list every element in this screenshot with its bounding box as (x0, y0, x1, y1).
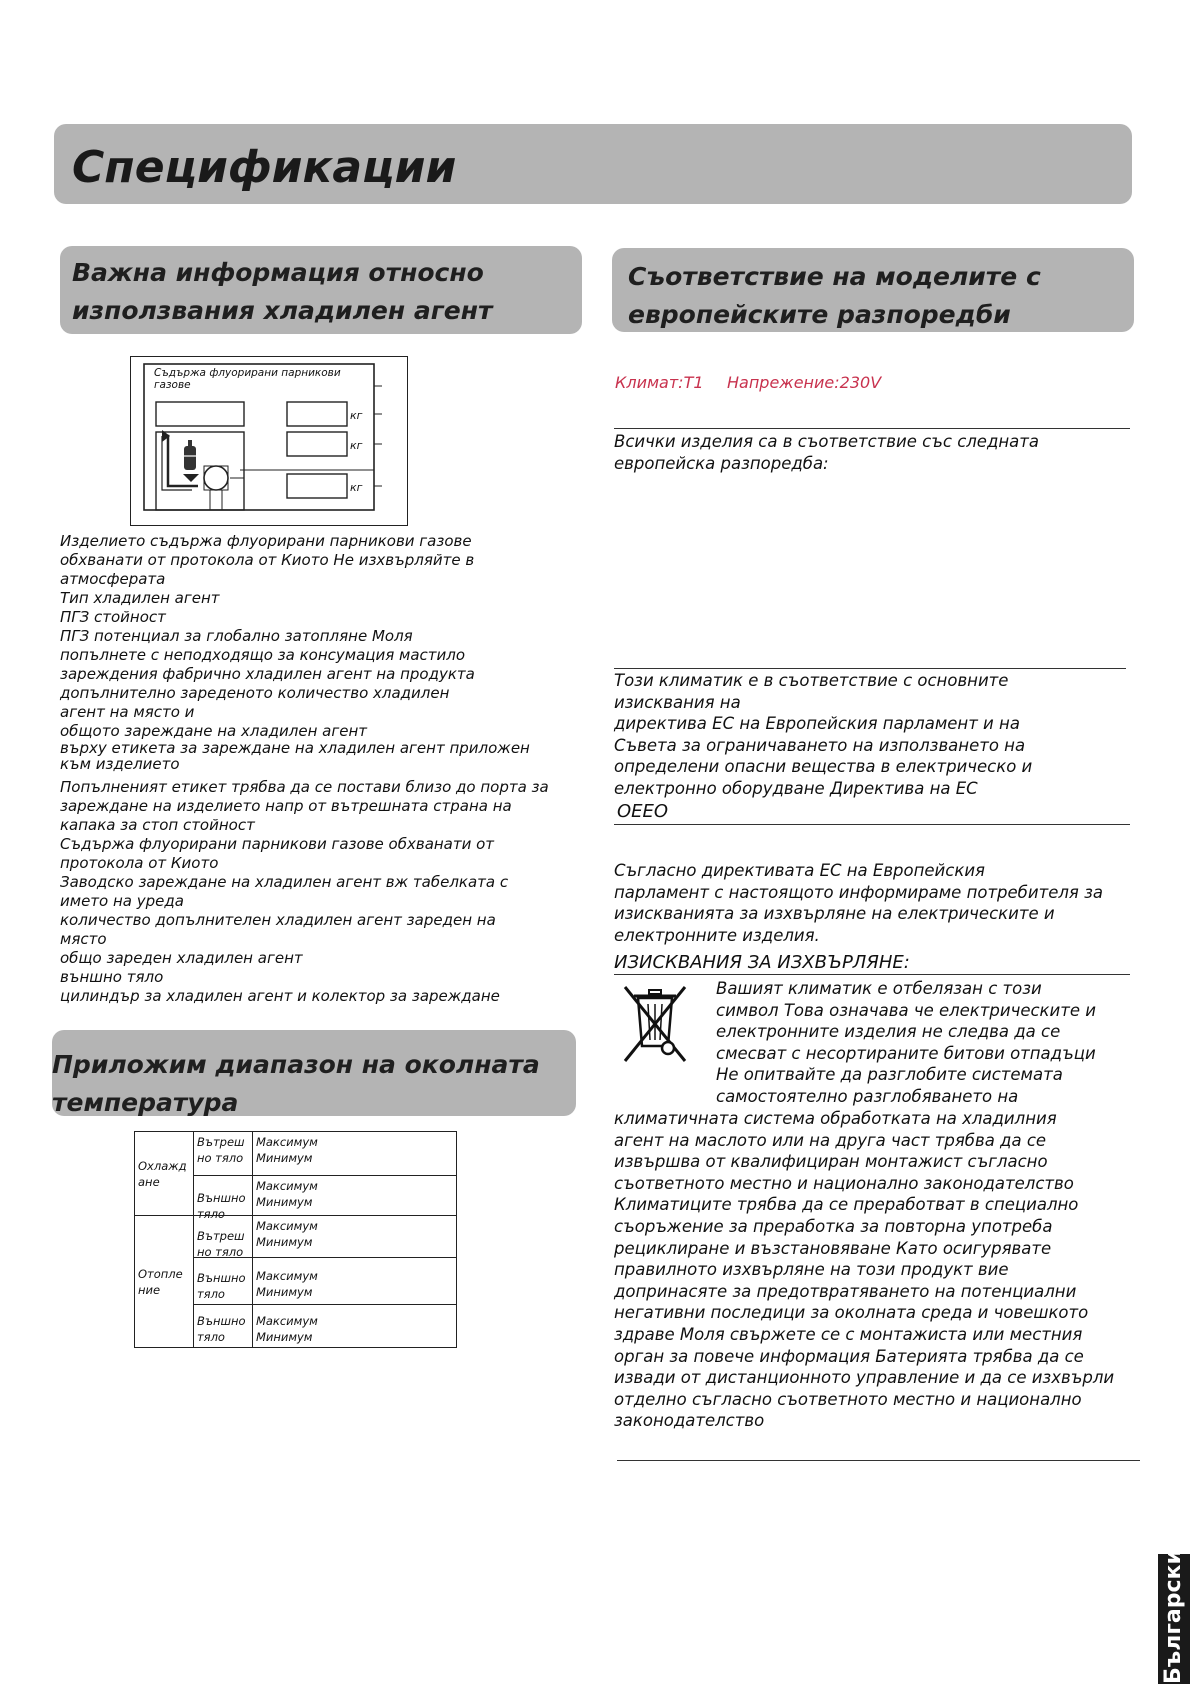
value-cell: Максимум Минимум (252, 1305, 456, 1348)
weee-label: ОЕЕО (617, 801, 669, 822)
divider (614, 974, 1130, 975)
value-cell: Максимум Минимум (252, 1176, 456, 1216)
disposal-heading: ИЗИСКВАНИЯ ЗА ИЗХВЪРЛЯНЕ: (614, 952, 910, 973)
all-products-statement: Всички изделия са в съответствие със следната европейска разпоредба: (614, 432, 1039, 473)
divider (614, 428, 1130, 429)
refrigerant-info-text: Изделието съдържа флуорирани парникови газове обхванати от протокола от Киото Не изхвърляйте в атмосферата Тип хладилен агент ПГЗ стойност ПГЗ потенциал за глобално затопляне Моля попълнете с неподходящо за консумация мастило зареждения фабрично хладилен агент на продукта допълнително зареденото количество хладилен агент на място и общото зареждане на хладилен агент върху етикета за зареждане на хладилен агент приложен към изделието Попълненият етикет трябва да се постави близо до порта за зареждане на изделието напр от вътрешната страна на капака за стоп стойност Съдържа флуорирани парникови газове обхванати от протокола от Киото Заводско зареждане на хладилен агент вж табелката с името на уреда количество допълнителен хладилен агент зареден на място общо зареден хладилен агент външно тяло цилиндър за хладилен агент и колектор за зареждане (60, 532, 549, 1005)
refrigerant-charge-label (130, 356, 408, 526)
language-tab-label: Български (1161, 1549, 1186, 1684)
unit-kg-1: кг (350, 409, 363, 422)
climate-class: Климат:Т1 (615, 373, 704, 392)
crossed-out-bin-icon (622, 984, 688, 1064)
value-cell: Максимум Минимум (252, 1258, 456, 1305)
weee-directive-statement: Съгласно директивата ЕС на Европейския парламент с настоящото информираме потребителя за изискванията за изхвърляне на електрическите и електронните изделия. (614, 861, 1103, 945)
mode-cell-cooling: Охлажд ане (135, 1132, 194, 1216)
table-row (135, 1132, 457, 1176)
rohs-statement: Този климатик е в съответствие с основните изисквания на директива ЕС на Европейския парламент и на Съвета за ограничаването на използването на определени опасни вещества в електрическо и електронно оборудване Директива на ЕС (614, 671, 1033, 798)
divider (617, 1460, 1140, 1461)
unit-kg-2: кг (350, 439, 363, 452)
value-cell: Максимум Минимум (252, 1132, 456, 1176)
mode-cell-heating: Отопле ние (135, 1216, 194, 1348)
refrigerant-system-icon (158, 430, 244, 510)
page-title: Спецификации (72, 142, 457, 193)
divider (614, 668, 1126, 669)
value-cell: Максимум Минимум (252, 1216, 456, 1258)
temperature-section-title: Приложим диапазон на околната температура (52, 1050, 540, 1117)
unit-cell: Външно тяло (193, 1305, 252, 1348)
voltage-rating: Напрежение:230V (727, 373, 882, 392)
unit-kg-3: кг (350, 481, 363, 494)
label-header: Съдържа флуорирани парникови газове (154, 367, 341, 391)
table-row (135, 1216, 457, 1258)
language-tab (1158, 1549, 1190, 1684)
unit-cell: Външно тяло (193, 1176, 252, 1216)
unit-cell: Вътреш но тяло (193, 1216, 252, 1258)
disposal-text-indented: Вашият климатик е отбелязан с този символ Това означава че електрическите и електронните изделия не следва да се смесват с несортираните битови отпадъци Не опитвайте да разглобите системата самостоятелно разглобяването на (716, 979, 1096, 1106)
unit-cell: Вътреш но тяло (193, 1132, 252, 1176)
conformity-section-title: Съответствие на моделите с европейските разпоредби (628, 262, 1041, 329)
disposal-text: климатичната система обработката на хладилния агент на маслото или на друга част трябва да се извършва от квалифициран монтажист съгласно съответното местно и национално законодателство Климатиците трябва да се преработват в специално съоръжение за преработка за повторна употреба рециклиране и възстановяване Като осигурявате правилното изхвърляне на този продукт вие допринасяте за предотвратяването на потенциални негативни последици за околната среда и човешкото здраве Моля свържете се с монтажиста или местния орган за повече информация Батерията трябва да се извади от дистанционното управление и да се изхвърли отделно съгласно съответното местно и национално законодателство (614, 1109, 1115, 1431)
divider (614, 824, 1130, 825)
temperature-range-table (134, 1131, 457, 1348)
unit-cell: Външно тяло (193, 1258, 252, 1305)
refrigerant-section-title: Важна информация относно използвания хладилен агент (72, 258, 493, 325)
